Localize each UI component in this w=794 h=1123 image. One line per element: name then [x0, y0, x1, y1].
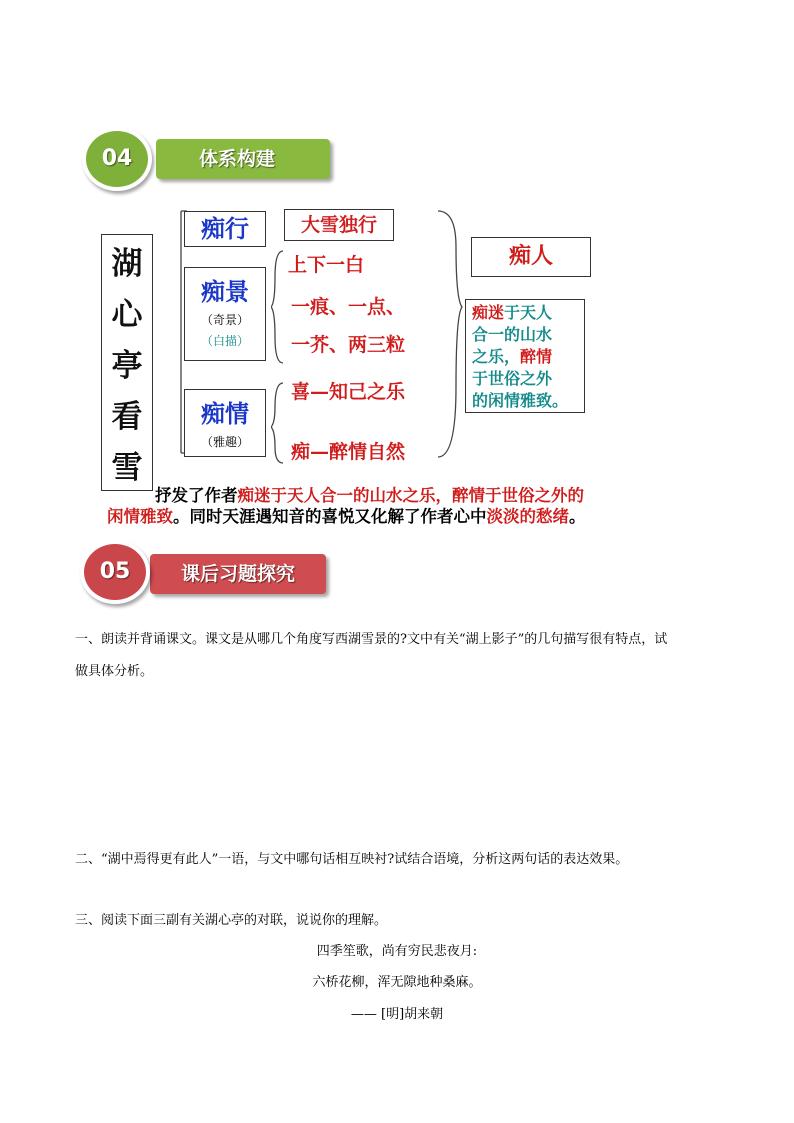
summary-fragment: 于世俗之外	[472, 369, 553, 388]
summary-fragment: 醉情	[520, 347, 553, 366]
conclusion-fragment: 。同时天涯遇知音的喜悦又化解了作者心中	[173, 507, 487, 526]
section-04-title: 体系构建	[198, 148, 275, 170]
conclusion-line-2	[107, 505, 586, 529]
qing-line-2: 痴—醉情自然	[291, 441, 406, 463]
chi-xing-label: 痴行	[201, 215, 249, 243]
jing-line-2: 一痕、一点、	[291, 296, 406, 318]
couplet-author: —— [明]胡来朝	[350, 1007, 444, 1022]
conclusion-fragment: 。	[569, 507, 586, 526]
chi-qing-box	[184, 389, 266, 457]
question-3: 三、阅读下面三副有关湖心亭的对联，说说你的理解。	[75, 913, 388, 928]
title-char: 雪	[111, 450, 143, 486]
chi-qing-note: （雅趣）	[200, 435, 249, 449]
section-04-number: 04	[101, 146, 133, 171]
couplet-line-2: 六桥花柳，浑无隙地种桑麻。	[312, 975, 482, 990]
chi-jing-note-2: （白描）	[200, 334, 249, 348]
chi-qing-label: 痴情	[201, 400, 249, 428]
summary-fragment: 痴迷	[472, 303, 505, 322]
summary-fragment: 于天人	[504, 303, 553, 322]
summary-line	[472, 324, 584, 346]
chi-jing-label: 痴景	[201, 278, 249, 306]
summary-line	[472, 390, 584, 412]
section-05-title: 课后习题探究	[180, 563, 295, 585]
jing-line-1: 上下一白	[288, 254, 365, 276]
title-char: 亭	[111, 348, 143, 384]
summary-fragment: 合一的山水	[472, 325, 553, 344]
structure-diagram	[91, 207, 699, 527]
conclusion-fragment: 淡淡的愁绪	[486, 507, 569, 526]
jing-line-3: 一芥、两三粒	[291, 334, 406, 356]
chi-jing-box	[184, 267, 266, 361]
chi-xing-box	[184, 211, 266, 247]
inner-brackets	[271, 247, 291, 467]
summary-fragment: 之乐，	[472, 347, 521, 366]
big-right-brace	[436, 207, 466, 467]
conclusion-fragment: 抒发了作者	[155, 486, 238, 505]
section-05-number: 05	[99, 559, 131, 584]
summary-line	[472, 368, 584, 390]
section-04-header	[82, 127, 342, 191]
summary-line	[472, 346, 584, 368]
title-char: 心	[111, 297, 143, 333]
title-char: 看	[111, 399, 143, 435]
da-xue-box	[284, 209, 394, 241]
chi-ren-label: 痴人	[508, 244, 553, 269]
vertical-title	[101, 234, 153, 491]
section-05-header	[80, 540, 340, 604]
chi-jing-note-1: （奇景）	[200, 313, 249, 327]
question-1-line-2: 做具体分析。	[75, 664, 154, 679]
conclusion-fragment: 痴迷于天人合一的山水之乐，醉情于世俗之外的	[237, 486, 584, 505]
chi-ren-box	[471, 237, 591, 277]
couplet-line-1: 四季笙歌，尚有穷民悲夜月:	[316, 944, 478, 959]
da-xue-label: 大雪独行	[300, 214, 377, 236]
summary-box	[465, 299, 585, 413]
summary-fragment: 的闲情雅致。	[472, 391, 569, 410]
qing-line-1: 喜—知己之乐	[291, 381, 406, 403]
summary-line	[472, 302, 584, 324]
title-char: 湖	[111, 246, 143, 282]
conclusion-fragment: 闲情雅致	[107, 507, 173, 526]
question-1-line-1: 一、朗读并背诵课文。课文是从哪几个角度写西湖雪景的?文中有关“湖上影子”的几句描写很有特点，试	[75, 632, 668, 647]
question-2: 二、“湖中焉得更有此人”一语，与文中哪句话相互映衬?试结合语境，分析这两句话的表达效果。	[75, 852, 629, 867]
